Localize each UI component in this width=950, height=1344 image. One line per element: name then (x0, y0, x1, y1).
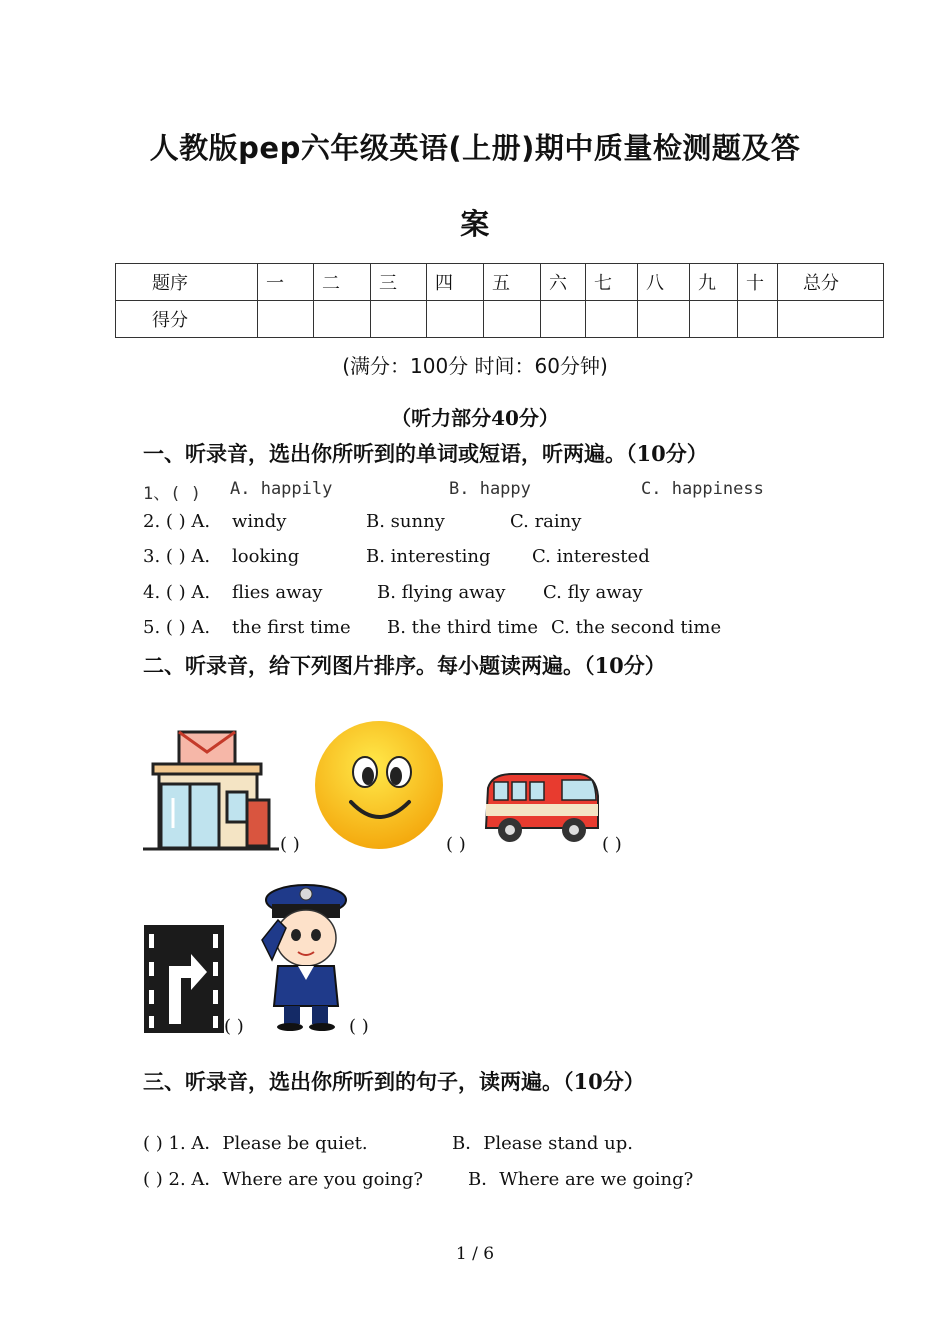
answer-blank[interactable]: ( ) (280, 834, 300, 855)
section3-heading: 三、听录音，选出你所听到的句子，读两遍。（10分） (143, 1069, 645, 1094)
sentence-option-a: ( ) 2. A．Where are you going? (143, 1169, 424, 1190)
answer-blank[interactable]: ( ) (349, 1016, 369, 1037)
score-input-cell[interactable] (314, 301, 371, 338)
option-a: looking (232, 546, 300, 567)
option-a: A. happily (230, 479, 333, 499)
page-title-continued: 案 (460, 207, 490, 241)
option-b: B. the third time (387, 617, 539, 638)
option-c: C. rainy (510, 511, 582, 532)
table-cell: 十 (738, 264, 778, 301)
listening-header: （听力部分40分） (391, 406, 559, 430)
question-number: 3. ( ) A. (143, 546, 211, 567)
score-input-cell[interactable] (258, 301, 314, 338)
page-number: 1 / 6 (455, 1244, 495, 1264)
table-cell: 三 (371, 264, 427, 301)
option-b: B. happy (449, 479, 531, 499)
question-number: 1、( ) (143, 484, 201, 504)
option-c: C. the second time (551, 617, 722, 638)
question-number: 4. ( ) A. (143, 582, 211, 603)
table-cell: 得分 (116, 301, 258, 338)
table-cell: 四 (427, 264, 484, 301)
answer-blank[interactable]: ( ) (224, 1016, 244, 1037)
score-time-note: (满分：100分 时间：60分钟) (342, 354, 608, 378)
table-cell: 六 (541, 264, 586, 301)
score-input-cell[interactable] (371, 301, 427, 338)
question-number: 2. ( ) A. (143, 511, 211, 532)
option-b: B. sunny (366, 511, 445, 532)
score-input-cell[interactable] (738, 301, 778, 338)
score-table-score-row (116, 301, 884, 338)
table-cell: 题序 (116, 264, 258, 301)
table-cell: 总分 (778, 264, 884, 301)
answer-blank[interactable]: ( ) (446, 834, 466, 855)
policeman-icon (258, 880, 350, 1032)
turn-right-sign-icon (143, 924, 225, 1034)
score-input-cell[interactable] (638, 301, 690, 338)
sentence-option-b: B．Please stand up. (452, 1133, 633, 1154)
score-input-cell[interactable] (427, 301, 484, 338)
score-input-cell[interactable] (586, 301, 638, 338)
option-a: flies away (232, 582, 323, 603)
option-a: the first time (232, 617, 351, 638)
page-title: 人教版pep六年级英语(上册)期中质量检测题及答 (149, 131, 801, 165)
option-c: C. fly away (543, 582, 643, 603)
option-a: windy (232, 511, 287, 532)
question-number: 5. ( ) A. (143, 617, 211, 638)
table-cell: 五 (484, 264, 541, 301)
score-table-header-row (116, 264, 884, 301)
option-c: C. happiness (641, 479, 764, 499)
answer-blank[interactable]: ( ) (602, 834, 622, 855)
table-cell: 八 (638, 264, 690, 301)
score-input-cell[interactable] (541, 301, 586, 338)
score-input-cell[interactable] (690, 301, 738, 338)
section2-heading: 二、听录音，给下列图片排序。每小题读两遍。（10分） (143, 653, 666, 678)
table-cell: 一 (258, 264, 314, 301)
table-cell: 七 (586, 264, 638, 301)
table-cell: 九 (690, 264, 738, 301)
sentence-option-b: B．Where are we going? (468, 1169, 694, 1190)
score-table (115, 263, 884, 338)
sentence-option-a: ( ) 1. A．Please be quiet. (143, 1133, 368, 1154)
bus-icon (482, 770, 602, 850)
score-input-cell[interactable] (484, 301, 541, 338)
score-input-cell[interactable] (778, 301, 884, 338)
post-office-icon (143, 728, 281, 852)
smiley-face-icon (313, 720, 445, 850)
option-b: B. interesting (366, 546, 491, 567)
table-cell: 二 (314, 264, 371, 301)
option-b: B. flying away (377, 582, 506, 603)
option-c: C. interested (532, 546, 650, 567)
section1-heading: 一、听录音，选出你所听到的单词或短语，听两遍。（10分） (143, 441, 708, 466)
